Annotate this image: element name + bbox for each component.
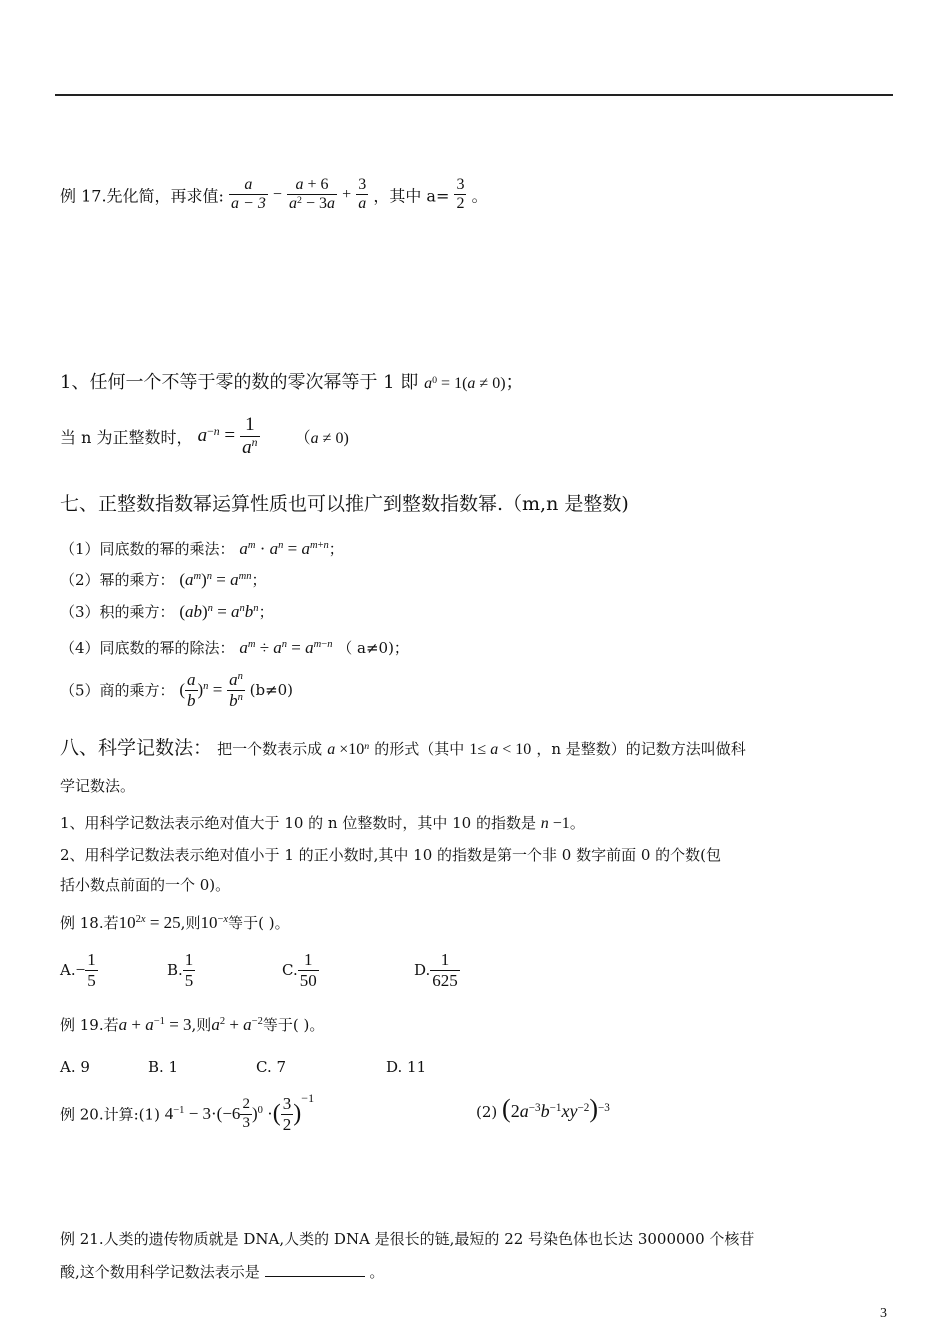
fraction-a-over-b: $\frac{a}{b}$ (187, 670, 196, 710)
example-18-mid: ,则 (180, 914, 201, 932)
example-21-line2-text: 酸,这个数用科学记数法表示是 (60, 1263, 260, 1281)
example-17-mid: ，其中 a= (373, 186, 450, 206)
property-5-condition: (b≠0) (249, 681, 294, 700)
fraction-3-over-2: $\frac{3}{2}$ (456, 176, 465, 213)
example-18-option-b: B. $\frac{1}{5}$ (167, 950, 194, 990)
example-19-option-d: D. 11 (386, 1058, 427, 1076)
fraction-1-over-a-n: $\frac{1}{a^n}$ (242, 414, 258, 458)
property-3: （3）积的乘方： $(ab)^n = a^nb^n$； (60, 602, 274, 621)
section-8-desc-d: 学记数法。 (60, 777, 136, 795)
header-rule (55, 94, 893, 96)
example-17-label: 例 17.先化简，再求值: (60, 186, 224, 206)
property-1-label: （1）同底数的幂的乘法： (60, 540, 235, 558)
formula-product-rule: $a^m \cdot a^n = a^{m+n}$ (239, 539, 329, 558)
example-18-label: 例 18.若 (60, 914, 119, 932)
example-20-part-2: (2) $(2a^{-3}b^{-1}xy^{-2})^{-3}$ (476, 1094, 610, 1123)
section-8-desc-c: ，n 是整数）的记数方法叫做科 (536, 740, 746, 758)
example-21-line2 (60, 1261, 384, 1282)
property-5: （5）商的乘方： ( $\frac{a}{b}$ )$^n$ = $\frac{a^n}{b^n}$ (b≠0) (60, 670, 294, 710)
example-21-end: 。 (369, 1263, 385, 1281)
property-1: （1）同底数的幂的乘法： $a^m \cdot a^n = a^{m+n}$； (60, 539, 344, 558)
formula-zero-power: $a^0 = 1(a \ne 0)$ (424, 374, 506, 392)
example-19-mid: ,则 (191, 1016, 212, 1034)
fraction-a-over-a-minus-3: $\frac{a}{a - 3}$ (231, 176, 266, 213)
example-17-end: 。 (471, 186, 488, 206)
example-19-option-b: B. 1 (148, 1058, 179, 1076)
section-7-title: 七、正整数指数幂运算性质也可以推广到整数指数幂.（m,n 是整数) (60, 493, 629, 515)
sci-rule-1: 1、用科学记数法表示绝对值大于 10 的 n 位整数时，其中 10 的指数是 n −1。 (60, 814, 585, 832)
option-a-label: A. (60, 961, 76, 980)
formula-power-rule: $(a^m)^n = a^{mn}$ (179, 570, 252, 589)
rule-negative-power: 当 n 为正整数时， $a^{-n}$ = $\frac{1}{a^n}$ （a ≠ 0) (60, 414, 349, 458)
sci-rule-1-text: 1、用科学记数法表示绝对值大于 10 的 n 位整数时，其中 10 的指数是 (60, 814, 536, 832)
example-18-end: 等于( )。 (228, 914, 290, 932)
rule-zero-power: 1、任何一个不等于零的数的零次幂等于 1 即 $a^0 = 1(a \ne 0)$； (60, 372, 524, 393)
example-20-label: 例 20.计算:(1) (60, 1105, 160, 1124)
section-8-desc-a: 把一个数表示成 (217, 740, 323, 758)
fraction-an-over-bn: $\frac{a^n}{b^n}$ (229, 670, 243, 710)
example-18-option-d: D. $\frac{1}{625}$ (414, 950, 458, 990)
example-19-option-c: C. 7 (256, 1058, 287, 1076)
section-8: 八、科学记数法： 把一个数表示成 $a \times 10^n$ 的形式（其中 1≤ a < 10 ，n 是整数）的记数方法叫做科 (60, 737, 746, 759)
example-19: 例 19.若$a + a^{-1} = 3$,则$a^2 + a^{-2}$等于( )。 (60, 1015, 325, 1034)
answer-blank[interactable] (265, 1261, 365, 1277)
formula-negative-power: $a^{-n}$ = (197, 424, 236, 447)
option-c-label: C. (282, 961, 298, 980)
rule-negative-power-text: 当 n 为正整数时， (60, 427, 193, 447)
property-5-label: （5）商的乘方： (60, 681, 175, 700)
example-19-end: 等于( )。 (262, 1016, 325, 1034)
sci-rule-2-line1: 2、用科学记数法表示绝对值小于 1 的正小数时,其中 10 的指数是第一个非 0 数字前面 0 的个数(包 (60, 846, 722, 864)
section-8-desc-b: 的形式（其中 (374, 740, 465, 758)
property-2-label: （2）幂的乘方： (60, 571, 175, 589)
sci-rule-2-line2: 括小数点前面的一个 0)。 (60, 876, 231, 894)
option-d-label: D. (414, 961, 431, 980)
fraction-a-plus-6: $\frac{a + 6}{a^2 - 3a}$ (289, 176, 336, 213)
property-3-label: （3）积的乘方： (60, 603, 175, 621)
example-20-part-2-label: (2) (476, 1103, 498, 1121)
example-21-line1: 例 21.人类的遗传物质就是 DNA,人类的 DNA 是很长的链,最短的 22 号染色体也长达 3000000 个核苷 (60, 1230, 755, 1248)
example-17: 例 17.先化简，再求值: $\frac{a}{a - 3}$ − $\frac{a + 6}{a^2 - 3a}$ + $\frac{3}{a}$ ，其中 a= $\frac{3}{2}$ 。 (60, 176, 488, 213)
fraction-3-over-a: $\frac{3}{a}$ (358, 176, 367, 213)
property-4-condition: （ a≠0)； (337, 639, 409, 657)
option-b-label: B. (167, 961, 183, 980)
property-2: （2）幂的乘方： $(a^m)^n = a^{mn}$； (60, 570, 267, 589)
example-19-label: 例 19.若 (60, 1016, 119, 1034)
page-number: 3 (880, 1306, 887, 1321)
example-19-option-a: A. 9 (60, 1058, 90, 1076)
example-18-option-a: A.− $\frac{1}{5}$ (60, 950, 96, 990)
example-18-option-c: C. $\frac{1}{50}$ (282, 950, 317, 990)
property-4-label: （4）同底数的幂的除法： (60, 639, 235, 657)
rule-zero-power-text: 1、任何一个不等于零的数的零次幂等于 1 即 (60, 372, 419, 393)
example-20-part-1: 例 20.计算:(1) $4^{-1} - 3\cdot(-6$ $\frac{2}{3}$ )$^0$ ·( $\frac{3}{2}$ )$^{-1}$ (60, 1091, 315, 1134)
example-18: 例 18.若$10^{2x} = 25$,则$10^{-x}$等于( )。 (60, 913, 290, 932)
formula-product-power: $(ab)^n = a^nb^n$ (179, 602, 259, 621)
formula-quotient-rule: $a^m \div a^n = a^{m-n}$ (239, 638, 333, 657)
property-4 (60, 637, 409, 658)
section-8-title: 八、科学记数法： (60, 737, 213, 759)
